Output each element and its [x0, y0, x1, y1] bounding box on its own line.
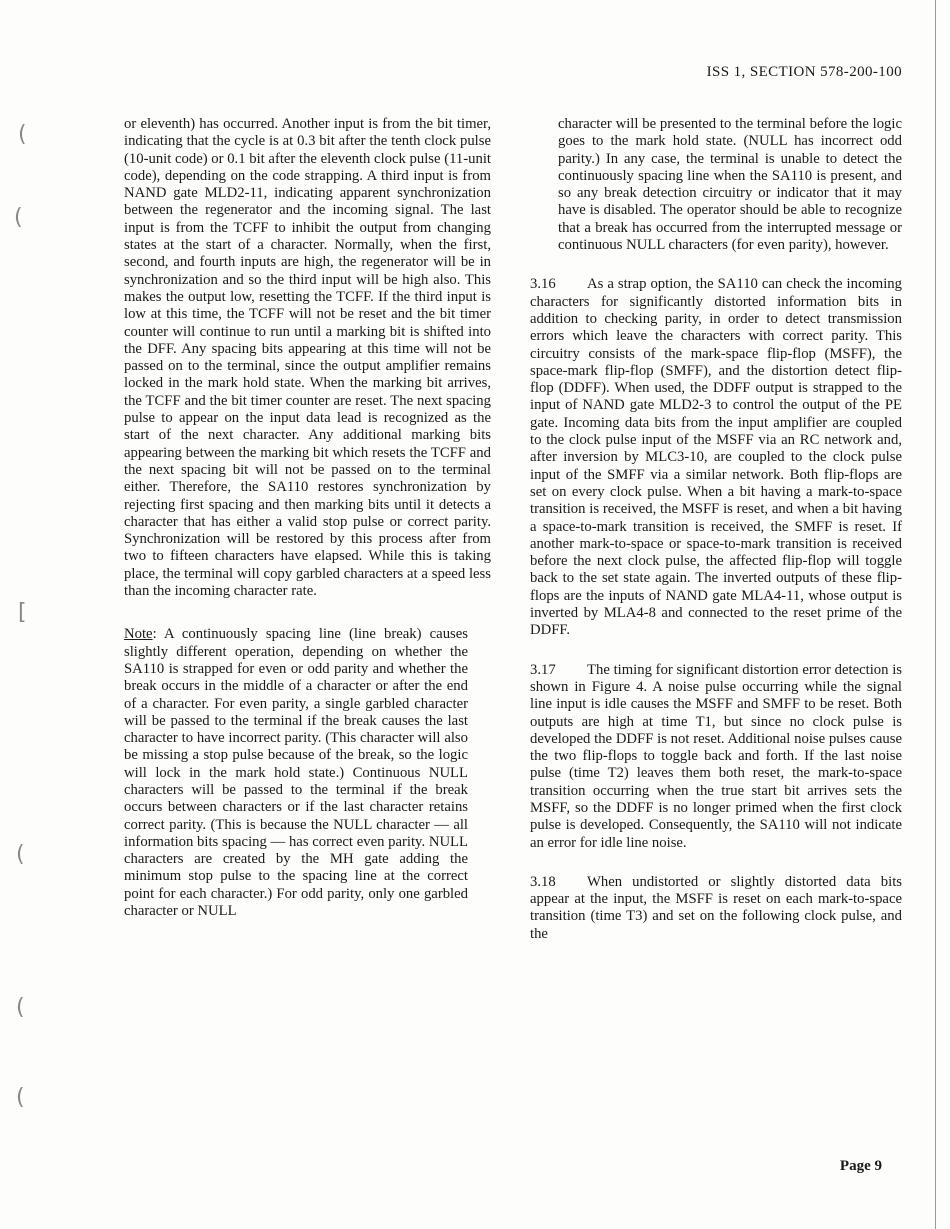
scan-mark: ( — [18, 122, 27, 147]
paragraph-text: The timing for significant distortion error detection is shown in Figure 4. A noise pulse occurring while the signal line input is idle causes the MSFF and SMFF to be reset. Both outputs are high at time T1, but since no clock pulse is developed the DDFF is not reset. Additional noise pulses cause the two flip-flops to toggle back and forth. If the last noise pulse (time T2) leaves them both reset, the mark-to-space transition occurring when the true start bit arrives sets the MSFF, so the DDFF is no longer primed when the first clock pulse is developed. Consequently, the SA110 will not indicate an error for idle line noise. — [530, 661, 902, 851]
body-paragraph: or eleventh) has occurred. Another input is from the bit timer, indicating that the cycle is at 0.3 bit after the tenth clock pulse (10-unit code) or 0.1 bit after the eleventh clock pulse (11-unit code), depending on the code strapping. A third input is from NAND gate MLD2-11, indicating apparent synchronization between the regenerator and the incoming signal. The last input is from the TCFF to inhibit the output from changing states at the start of a character. Normally, when the first, second, and fourth inputs are high, the regenerator will be in synchronization and so the third input will be high also. This makes the output low, resetting the TCFF. If the third input is low at this time, the TCFF will not be reset and the bit timer counter will continue to run until a marking bit is shifted into the DFF. Any spacing bits appearing at this time will not be passed on to the terminal, since the output amplifier remains locked in the mark hold state. When the marking bit arrives, the TCFF and the bit timer counter are reset. The next spacing pulse to appear on the input data lead is recognized as the start of the next character. Any additional marking bits appearing between the marking bit which resets the TCFF and the next spacing bit will not be passed on to the terminal either. Therefore, the SA110 restores synchronization by rejecting first spacing and then marking bits until it detects a character that has either a valid stop pulse or correct parity. Synchronization will be restored by this process after from two to fifteen characters have elapsed. While this is taking place, the terminal will copy garbled characters at a speed less than the incoming character rate. — [124, 116, 491, 600]
paragraph-3-18 — [530, 874, 902, 943]
page-number: Page 9 — [839, 1158, 882, 1174]
note-text: : A continuously spacing line (line break) causes slightly different operation, depending on whether the SA110 is strapped for even or odd parity and whether the break occurs in the middle of a character or after the end of a character. For even parity, a single garbled character will be passed to the terminal if the break causes the last character to have incorrect parity. (This character will also be missing a stop pulse because of the break, so the logic will lock in the mark hold state.) Continuous NULL characters will be passed to the terminal if the break occurs between characters or if the last character retains correct parity. (This is because the NULL character — all information bits spacing — has correct even parity. NULL characters are created by the MH gate adding the minimum stop pulse to the spacing line at the correct point for each character.) For odd parity, only one garbled character or NULL — [124, 626, 468, 920]
paragraph-3-17 — [530, 662, 902, 852]
paragraph-number: 3.18 — [530, 873, 556, 890]
right-column — [530, 116, 902, 943]
page-header: ISS 1, SECTION 578-200-100 — [706, 64, 902, 80]
note-paragraph — [124, 626, 468, 920]
scan-mark: ( — [16, 995, 25, 1020]
scan-mark: ( — [14, 205, 23, 230]
scan-mark: ( — [16, 1085, 25, 1110]
paragraph-text: As a strap option, the SA110 can check the incoming characters for significantly distorted information bits in addition to checking parity, in order to detect transmission errors which leave the characters with correct parity. This circuitry consists of the mark-space flip-flop (MSFF), the space-mark flip-flop (SMFF), and the distortion detect flip-flop (DDFF). When used, the DDFF output is strapped to the input of NAND gate MLD2-3 to control the output of the PE gate. Incoming data bits from the input amplifier are coupled to the clock pulse input of the MSFF via an RC network and, after inversion by MLC3-10, are coupled to the clock pulse input of the SMFF via a similar network. Both flip-flops are set on every clock pulse. When a bit having a mark-to-space transition is received, the MSFF is reset, and when a bit having a space-to-mark transition is received, the SMFF is reset. If another mark-to-space or space-to-mark transition is received before the next clock pulse, the affected flip-flop will toggle back to the set state again. The inverted outputs of these flip-flops are the inputs of NAND gate MLA4-11, whose output is inverted by MLA4-8 and connected to the reset prime of the DDFF. — [530, 276, 902, 639]
left-column — [124, 116, 491, 920]
paragraph-number: 3.17 — [530, 661, 556, 678]
scan-mark: [ — [18, 600, 27, 625]
paragraph-number: 3.16 — [530, 276, 556, 293]
paragraph-3-16 — [530, 276, 902, 639]
scan-mark: ( — [16, 842, 25, 867]
paragraph-text: When undistorted or slightly distorted data bits appear at the input, the MSFF is reset on each mark-to-space transition (time T3) and set on the following clock pulse, and the — [530, 873, 902, 942]
note-label: Note — [124, 626, 153, 643]
note-continuation: character will be presented to the terminal before the logic goes to the mark hold state. (NULL has incorrect odd parity.) In any case, the terminal is unable to detect the continuously spacing line when the SA110 is present, and so any break detection circuitry or indicator that it may have is disabled. The operator should be able to recognize that a break has occurred from the interrupted message or continuous NULL characters (for even parity), however. — [558, 116, 902, 254]
page-edge-line — [935, 0, 936, 1229]
